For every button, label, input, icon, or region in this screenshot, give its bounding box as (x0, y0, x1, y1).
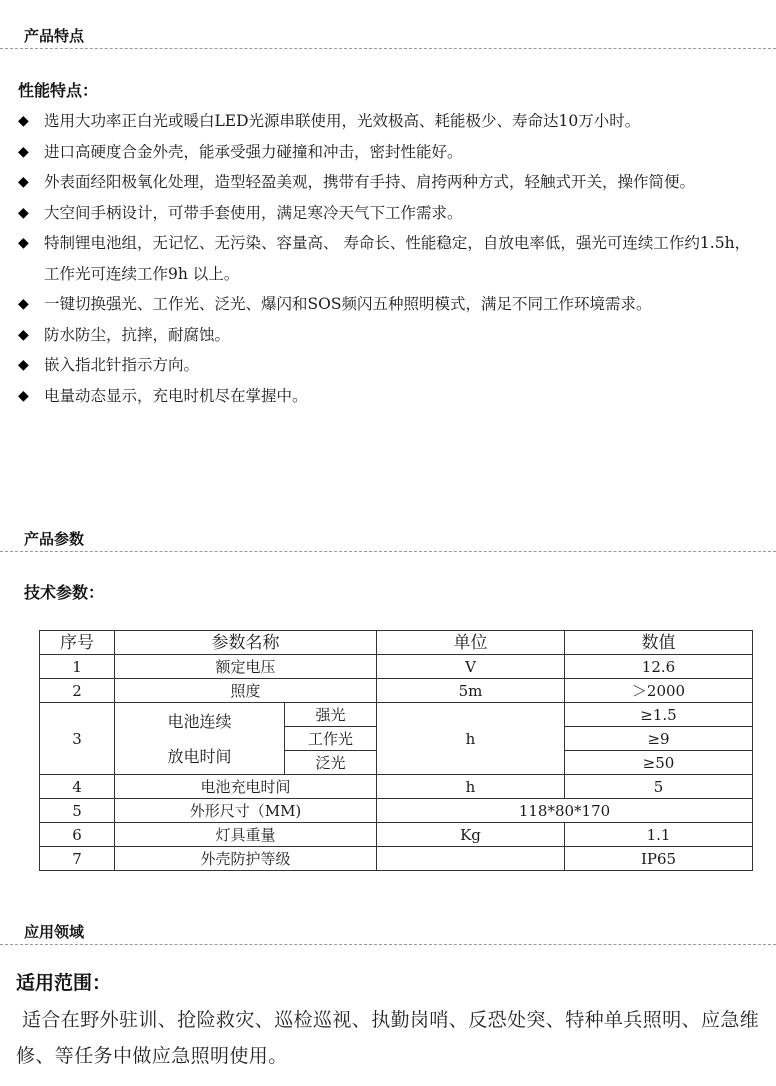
feature-item (18, 137, 763, 168)
table-row (40, 823, 753, 847)
feature-item (18, 289, 763, 320)
row-no: 4 (40, 775, 115, 799)
row-no: 5 (40, 799, 115, 823)
diamond-bullet-icon: ◆ (18, 143, 29, 160)
features-section-header (0, 24, 776, 49)
header-value: 数值 (565, 631, 753, 655)
row-name: 灯具重量 (115, 823, 377, 847)
features-list (18, 106, 763, 411)
application-subtitle: 适用范围： (16, 972, 112, 994)
row-unit: h (377, 703, 565, 775)
feature-item (18, 228, 763, 289)
table-row (40, 847, 753, 871)
feature-item (18, 167, 763, 198)
row-unit (377, 847, 565, 871)
row-mode: 工作光 (285, 727, 377, 751)
row-name: 电池充电时间 (115, 775, 377, 799)
row-value: 12.6 (565, 655, 753, 679)
row-unit: 5m (377, 679, 565, 703)
row-name: 外壳防护等级 (115, 847, 377, 871)
feature-item (18, 320, 763, 351)
row-name (115, 703, 285, 775)
diamond-bullet-icon: ◆ (18, 387, 29, 404)
diamond-bullet-icon: ◆ (18, 326, 29, 343)
row-value: ≥1.5 (565, 703, 753, 727)
row-name: 照度 (115, 679, 377, 703)
feature-text: 大空间手柄设计，可带手套使用，满足寒冷天气下工作需求。 (44, 203, 463, 222)
feature-text: 一键切换强光、工作光、泛光、爆闪和SOS频闪五种照明模式，满足不同工作环境需求。 (44, 295, 652, 313)
feature-item (18, 381, 763, 412)
header-unit: 单位 (377, 631, 565, 655)
params-section-title: 产品参数 (24, 530, 85, 548)
table-header-row (40, 631, 753, 655)
feature-text: 进口高硬度合金外壳，能承受强力碰撞和冲击，密封性能好。 (44, 142, 463, 161)
row-no: 2 (40, 679, 115, 703)
header-name: 参数名称 (115, 631, 377, 655)
feature-item (18, 106, 763, 137)
row-no: 3 (40, 703, 115, 775)
application-section-header (0, 920, 776, 945)
row-value: 5 (565, 775, 753, 799)
application-section-title: 应用领域 (24, 923, 85, 941)
row-merged-value: 118*80*170 (377, 799, 753, 823)
row-value: IP65 (565, 847, 753, 871)
application-text: 适合在野外驻训、抢险救灾、巡检巡视、执勤岗哨、反恐处突、特种单兵照明、应急维修、等任务中做应急照明使用。 (16, 1009, 760, 1067)
feature-text: 选用大功率正白光或暖白LED光源串联使用，光效极高、耗能极少、寿命达10万小时。 (44, 112, 641, 130)
table-row (40, 679, 753, 703)
features-subtitle: 性能特点： (18, 81, 99, 100)
row-mode: 强光 (285, 703, 377, 727)
row-value: ≥50 (565, 751, 753, 775)
row-no: 7 (40, 847, 115, 871)
diamond-bullet-icon: ◆ (18, 113, 29, 129)
diamond-bullet-icon: ◆ (18, 296, 29, 312)
row-name: 外形尺寸（MM) (115, 799, 377, 823)
table-row (40, 799, 753, 823)
params-table (39, 630, 753, 871)
feature-text: 外表面经阳极氧化处理，造型轻盈美观，携带有手持、肩挎两种方式，轻触式开关，操作简便。 (44, 173, 696, 191)
features-section-title: 产品特点 (24, 27, 85, 45)
feature-text: 防水防尘，抗摔，耐腐蚀。 (44, 325, 231, 344)
row-name: 额定电压 (115, 655, 377, 679)
diamond-bullet-icon: ◆ (18, 357, 29, 373)
row-unit: Kg (377, 823, 565, 847)
diamond-bullet-icon: ◆ (18, 235, 29, 251)
row-unit: V (377, 655, 565, 679)
row-value: ＞2000 (565, 679, 753, 703)
row-no: 1 (40, 655, 115, 679)
header-no: 序号 (40, 631, 115, 655)
feature-item (18, 350, 763, 381)
diamond-bullet-icon: ◆ (18, 204, 29, 221)
row-name-line1: 电池连续 (167, 711, 232, 731)
table-row (40, 655, 753, 679)
params-subtitle: 技术参数： (24, 583, 105, 602)
row-no: 6 (40, 823, 115, 847)
feature-text: 电量动态显示，充电时机尽在掌握中。 (44, 386, 308, 405)
table-row (40, 775, 753, 799)
diamond-bullet-icon: ◆ (18, 174, 29, 190)
params-section-header (0, 527, 776, 552)
feature-text: 特制锂电池组，无记忆、无污染、容量高、 寿命长、性能稳定，自放电率低，强光可连续工作约1.5h，工作光可连续工作9h 以上。 (44, 234, 751, 283)
row-value: 1.1 (565, 823, 753, 847)
feature-item (18, 198, 763, 229)
row-mode: 泛光 (285, 751, 377, 775)
row-value: ≥9 (565, 727, 753, 751)
row-name-line2: 放电时间 (167, 746, 232, 766)
row-unit: h (377, 775, 565, 799)
feature-text: 嵌入指北针指示方向。 (44, 356, 200, 374)
table-row (40, 703, 753, 727)
